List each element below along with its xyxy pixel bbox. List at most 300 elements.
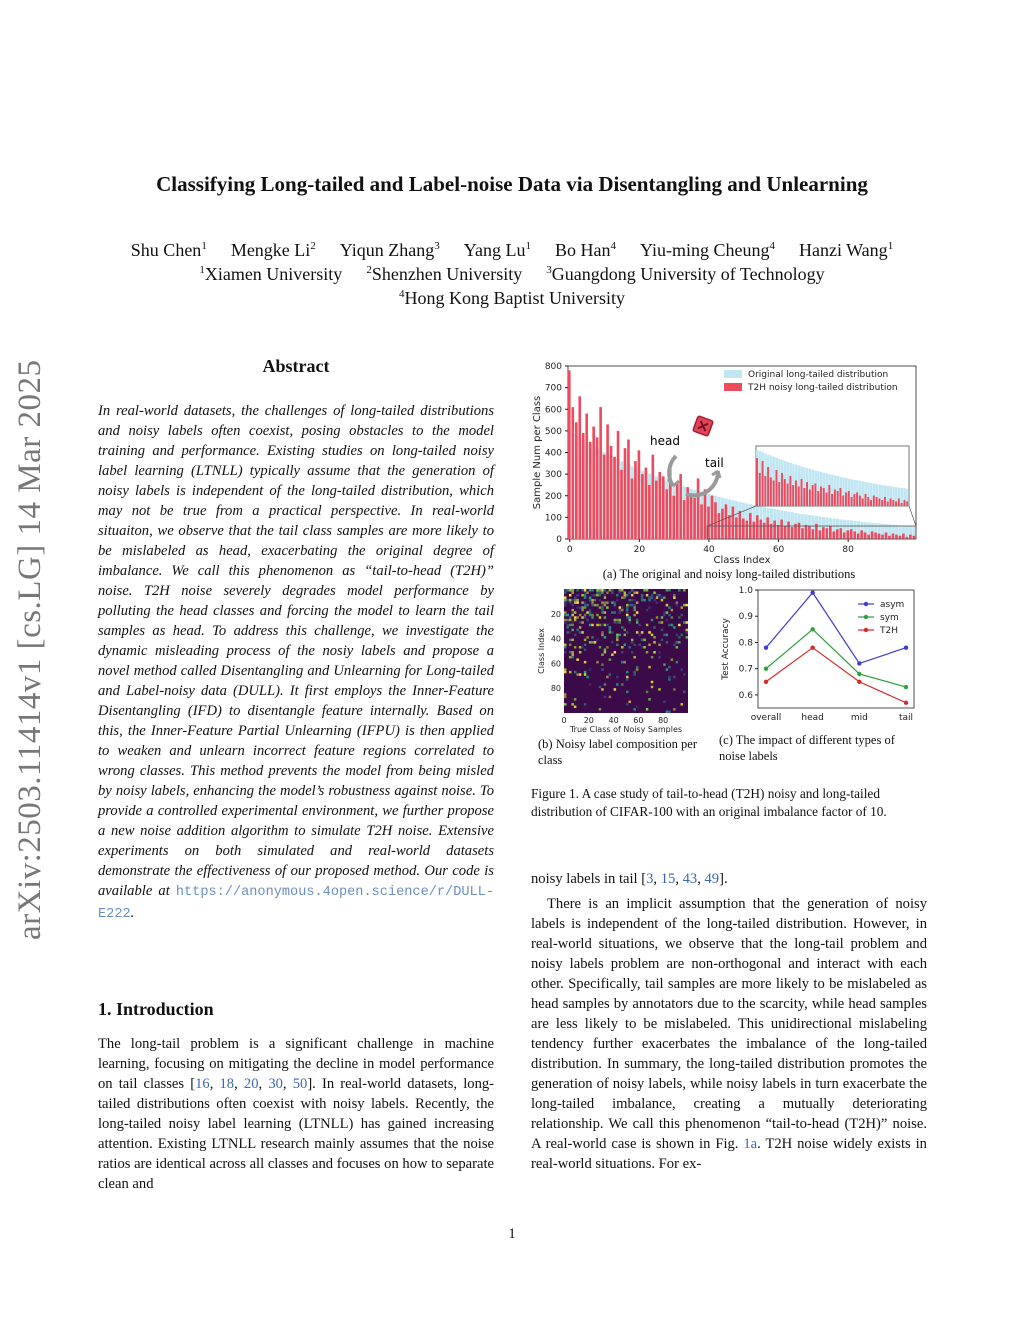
bar-noisy <box>652 455 655 539</box>
heatmap-cell <box>584 644 586 646</box>
heatmap-cell <box>601 606 603 608</box>
heatmap-cell <box>658 656 660 658</box>
heatmap-cell <box>604 601 606 603</box>
bar-noisy <box>575 422 578 539</box>
citation-link[interactable]: 15 <box>660 871 676 887</box>
bar-noisy <box>721 509 724 539</box>
heatmap-cell <box>584 614 586 616</box>
series-point <box>904 685 908 689</box>
heatmap-cell <box>599 686 601 688</box>
heatmap-cell <box>668 678 670 680</box>
inset-bar-noisy <box>845 493 847 507</box>
series-point <box>857 680 861 684</box>
heatmap-cell <box>626 604 628 606</box>
heatmap-cell <box>566 619 568 621</box>
heatmap-cell <box>604 636 606 638</box>
citation-link[interactable]: 30 <box>268 1076 283 1092</box>
heatmap-cell <box>611 611 613 613</box>
heatmap-cell <box>571 604 573 606</box>
bar-noisy <box>739 511 742 539</box>
bar-noisy <box>606 424 609 539</box>
citation-link[interactable]: 16 <box>195 1076 210 1092</box>
tick-label: 80 <box>550 684 561 694</box>
heatmap-cell <box>604 611 606 613</box>
heatmap-cell <box>668 624 670 626</box>
code-link[interactable]: https://anonymous.4open.science/r/DULL-E222 <box>98 885 494 922</box>
bar-noisy <box>624 448 627 539</box>
tick-label: 100 <box>544 513 562 524</box>
heatmap-cell <box>683 621 685 623</box>
heatmap-cell <box>601 668 603 670</box>
heatmap-cell <box>584 601 586 603</box>
heatmap-cell <box>641 639 643 641</box>
fig-ref-link[interactable]: 1a <box>743 1136 758 1152</box>
heatmap-cell <box>614 619 616 621</box>
series-point <box>810 645 814 649</box>
heatmap-cell <box>671 609 673 611</box>
heatmap-cell <box>636 611 638 613</box>
heatmap-cell <box>673 626 675 628</box>
heatmap-cell <box>579 651 581 653</box>
heatmap-cell <box>636 706 638 708</box>
bar-noisy <box>885 533 888 539</box>
heatmap-cell <box>621 626 623 628</box>
heatmap-cell <box>641 631 643 633</box>
heatmap-cell <box>678 589 680 591</box>
author-name: Yang Lu$^1$ <box>463 240 531 260</box>
heatmap-cell <box>599 589 601 591</box>
heatmap-cell <box>663 701 665 703</box>
heatmap-cell <box>673 688 675 690</box>
series-point <box>904 645 908 649</box>
tick-label: 300 <box>544 470 562 481</box>
affiliation: $^2$Shenzhen University <box>366 264 523 284</box>
affiliations-line-2 <box>0 288 1024 309</box>
heatmap-cell <box>648 631 650 633</box>
intro-p1-b: ]. In real-world datasets, long-tailed distributions often coexist with noisy labels. Recently, the long-tailed noisy label learning (LTNLL) has gained increasing attention. Existing LTNLL research mainly assumes that the noise ratios are identical across all classes and focuses on how to separate clean and <box>98 1076 495 1192</box>
heatmap-cell <box>576 594 578 596</box>
legend-entry: T2H noisy long-tailed distribution <box>748 383 898 393</box>
series-point <box>810 590 814 594</box>
fig1b-caption: (b) Noisy label composition per class <box>538 737 697 767</box>
tick-label: 200 <box>544 491 562 502</box>
heatmap-cell <box>591 641 593 643</box>
inset-bar-noisy <box>895 502 897 507</box>
bar-noisy <box>683 500 686 539</box>
heatmap-cell <box>614 621 616 623</box>
heatmap-cell <box>589 624 591 626</box>
legend-marker <box>864 602 868 606</box>
heatmap-cell <box>656 594 658 596</box>
heatmap-cell <box>633 599 635 601</box>
heatmap-cell <box>616 619 618 621</box>
heatmap-cell <box>633 708 635 710</box>
bar-noisy <box>592 427 595 539</box>
heatmap-cell <box>606 624 608 626</box>
heatmap-cell <box>601 591 603 593</box>
heatmap-cell <box>619 589 621 591</box>
heatmap-cell <box>676 641 678 643</box>
fig1a-legend <box>724 370 898 393</box>
bar-noisy <box>878 534 881 539</box>
inset-bar-noisy <box>884 497 886 506</box>
heatmap-cell <box>601 601 603 603</box>
heatmap-cell <box>596 591 598 593</box>
heatmap-cell <box>586 619 588 621</box>
heatmap-cell <box>564 619 566 621</box>
heatmap-cell <box>626 678 628 680</box>
heatmap-cell <box>636 601 638 603</box>
heatmap-cell <box>631 604 633 606</box>
heatmap-cell <box>633 614 635 616</box>
heatmap-cell <box>671 624 673 626</box>
inset-bar-noisy <box>759 473 761 506</box>
inset-bar-noisy <box>898 499 900 507</box>
heatmap-cell <box>606 646 608 648</box>
inset-bar-noisy <box>756 458 758 506</box>
heatmap-cell <box>636 631 638 633</box>
heatmap-cell <box>666 619 668 621</box>
heatmap-cell <box>609 696 611 698</box>
inset-bar-noisy <box>856 493 858 507</box>
inset-bar-noisy <box>778 482 780 506</box>
bar-noisy <box>822 527 825 539</box>
bar-noisy <box>655 481 658 539</box>
heatmap-cell <box>624 644 626 646</box>
bar-noisy <box>846 530 849 539</box>
heatmap-cell <box>589 599 591 601</box>
legend-entry: Original long-tailed distribution <box>748 370 889 380</box>
bar-noisy <box>819 530 822 539</box>
heatmap-cell <box>601 663 603 665</box>
heatmap-cell <box>628 604 630 606</box>
fig1b-heatmap <box>534 584 714 734</box>
bar-noisy <box>798 523 801 539</box>
legend-marker <box>864 628 868 632</box>
citation-link[interactable]: 43 <box>682 871 698 887</box>
author-name: Mengke Li$^2$ <box>230 240 316 260</box>
bar-noisy <box>589 442 592 539</box>
heatmap-cell <box>658 651 660 653</box>
heatmap-cell <box>643 589 645 591</box>
tick-label: 0.6 <box>738 690 753 701</box>
heatmap-cell <box>666 611 668 613</box>
bar-noisy <box>892 534 895 539</box>
inset-bar-noisy <box>842 496 844 507</box>
heatmap-cell <box>668 666 670 668</box>
inset-bar-noisy <box>853 494 855 506</box>
cont-a: noisy labels in tail [ <box>531 871 647 887</box>
inset-bar-noisy <box>901 503 903 506</box>
heatmap-cell <box>606 606 608 608</box>
heatmap-cell <box>564 671 566 673</box>
bar-noisy <box>582 433 585 539</box>
heatmap-cell <box>624 634 626 636</box>
heatmap-cell <box>646 708 648 710</box>
heatmap-cell <box>564 668 566 670</box>
heatmap-cell <box>686 604 688 606</box>
heatmap-cell <box>564 621 566 623</box>
heatmap-cell <box>673 596 675 598</box>
heatmap-cell <box>676 646 678 648</box>
heatmap-cell <box>584 591 586 593</box>
head-label: head <box>650 434 680 448</box>
bar-noisy <box>613 457 616 539</box>
heatmap-cell <box>628 616 630 618</box>
tick-label: 60 <box>633 716 644 725</box>
p2-end: . T2H noise widely exists in real-world situations. For ex- <box>531 1136 927 1172</box>
heatmap-cell <box>666 604 668 606</box>
heatmap-cell <box>666 668 668 670</box>
heatmap-cell <box>656 596 658 598</box>
heatmap-cell <box>584 594 586 596</box>
series-point <box>857 661 861 665</box>
heatmap-cell <box>569 599 571 601</box>
heatmap-cell <box>626 609 628 611</box>
heatmap-cell <box>636 668 638 670</box>
heatmap-cell <box>628 599 630 601</box>
heatmap-cell <box>686 636 688 638</box>
heatmap-cell <box>621 589 623 591</box>
heatmap-cell <box>673 708 675 710</box>
tick-label: 0.9 <box>738 612 753 623</box>
tick-label: 0 <box>556 535 562 545</box>
heatmap-cell <box>571 639 573 641</box>
bar-noisy <box>714 502 717 539</box>
heatmap-cell <box>653 636 655 638</box>
heatmap-cell <box>626 691 628 693</box>
heatmap-cell <box>609 673 611 675</box>
heatmap-cell <box>653 651 655 653</box>
heatmap-cell <box>584 639 586 641</box>
heatmap-cell <box>631 594 633 596</box>
inset-bar-noisy <box>789 476 791 506</box>
heatmap-cell <box>594 641 596 643</box>
inset-bar-noisy <box>906 502 908 507</box>
fig1c-chart <box>718 582 923 730</box>
heatmap-cell <box>601 609 603 611</box>
heatmap-cell <box>604 683 606 685</box>
heatmap-cell <box>633 606 635 608</box>
heatmap-cell <box>596 661 598 663</box>
heatmap-cell <box>626 676 628 678</box>
heatmap-cell <box>569 601 571 603</box>
heatmap-cell <box>663 611 665 613</box>
inset-bar-noisy <box>798 487 800 507</box>
heatmap-cell <box>576 673 578 675</box>
heatmap-cell <box>633 609 635 611</box>
heatmap-cell <box>564 591 566 593</box>
heatmap-cell <box>574 616 576 618</box>
abstract-heading: Abstract <box>262 356 330 376</box>
heatmap-cell <box>581 631 583 633</box>
heatmap-cell <box>624 591 626 593</box>
tick-label: 800 <box>544 362 562 372</box>
heatmap-cell <box>626 606 628 608</box>
x-axis-label: Class Index <box>713 555 771 566</box>
intro-p1-a: The long-tail problem is a significant challenge in machine learning, focusing on mitigating the decline in model performance on tail classes [ <box>98 1036 494 1092</box>
heatmap-cell <box>621 683 623 685</box>
heatmap-cell <box>668 614 670 616</box>
heatmap-cell <box>628 619 630 621</box>
bar-noisy <box>568 370 571 539</box>
heatmap-cell <box>614 651 616 653</box>
heatmap-cell <box>586 611 588 613</box>
bar-noisy <box>634 461 637 539</box>
bar-noisy <box>881 535 884 539</box>
category-label: overall <box>750 713 782 723</box>
bar-noisy <box>913 536 916 539</box>
inset-bar-noisy <box>878 499 880 507</box>
heatmap-cell <box>636 591 638 593</box>
heatmap-cell <box>564 693 566 695</box>
heatmap-cell <box>584 604 586 606</box>
page-number: 1 <box>508 1226 516 1242</box>
bar-noisy <box>725 504 728 539</box>
heatmap-cell <box>614 688 616 690</box>
heatmap-cell <box>678 636 680 638</box>
bar-noisy <box>773 521 776 539</box>
heatmap-cell <box>686 631 688 633</box>
inset-bar-noisy <box>764 476 766 506</box>
heatmap-cell <box>564 599 566 601</box>
heatmap-cell <box>589 589 591 591</box>
inset-bar-noisy <box>820 487 822 507</box>
heatmap-cell <box>604 624 606 626</box>
citation-link[interactable]: 3 <box>646 871 654 887</box>
heatmap-cell <box>641 594 643 596</box>
heatmap-cell <box>564 614 566 616</box>
bar-noisy <box>832 531 835 539</box>
bar-noisy <box>700 504 703 539</box>
heatmap-cell <box>624 594 626 596</box>
inset-bar-noisy <box>784 479 786 506</box>
heatmap-cell <box>678 624 680 626</box>
legend-entry: asym <box>880 600 905 610</box>
heatmap-cell <box>579 673 581 675</box>
heatmap-cell <box>584 596 586 598</box>
bar-noisy <box>648 485 651 539</box>
heatmap-cell <box>574 599 576 601</box>
heatmap-cell <box>591 604 593 606</box>
series-point <box>764 680 768 684</box>
heatmap-cell <box>651 594 653 596</box>
heatmap-cell <box>569 616 571 618</box>
inset-bar-noisy <box>837 491 839 506</box>
bar-noisy <box>857 534 860 539</box>
heatmap-cell <box>646 624 648 626</box>
heatmap-cell <box>681 614 683 616</box>
heatmap-cell <box>604 589 606 591</box>
heatmap-cell <box>574 646 576 648</box>
heatmap-cell <box>579 626 581 628</box>
citation-link[interactable]: 49 <box>704 871 720 887</box>
heatmap-cell <box>609 658 611 660</box>
inset-bar-noisy <box>801 479 803 506</box>
heatmap-cell <box>638 644 640 646</box>
heatmap-cell <box>643 639 645 641</box>
heatmap-cell <box>626 611 628 613</box>
bar-noisy <box>641 474 644 539</box>
heatmap-cell <box>599 606 601 608</box>
heatmap-cell <box>638 624 640 626</box>
heatmap-cell <box>584 661 586 663</box>
heatmap-cell <box>604 696 606 698</box>
heatmap-cell <box>589 668 591 670</box>
citation-link[interactable]: 18 <box>219 1076 235 1092</box>
heatmap-cell <box>581 621 583 623</box>
heatmap-cell <box>616 594 618 596</box>
heatmap-cell <box>599 708 601 710</box>
heatmap-cell <box>604 594 606 596</box>
heatmap-cell <box>589 611 591 613</box>
heatmap-cell <box>663 663 665 665</box>
heatmap-cell <box>596 604 598 606</box>
heatmap-cell <box>658 594 660 596</box>
heatmap-cell <box>591 589 593 591</box>
citation-link[interactable]: 20 <box>243 1076 259 1092</box>
heatmap-cell <box>571 624 573 626</box>
tick-label: 700 <box>544 383 562 394</box>
heatmap-cell <box>609 629 611 631</box>
heatmap-cell <box>648 596 650 598</box>
heatmap-cell <box>564 604 566 606</box>
tick-label: 0 <box>566 545 573 555</box>
heatmap-cell <box>601 624 603 626</box>
bar-noisy <box>874 533 877 539</box>
heatmap-cell <box>646 594 648 596</box>
heatmap-cell <box>631 639 633 641</box>
heatmap-cell <box>633 591 635 593</box>
heatmap-cell <box>571 599 573 601</box>
heatmap-cell <box>621 661 623 663</box>
heatmap-cell <box>621 606 623 608</box>
heatmap-cell <box>574 698 576 700</box>
heatmap-cell <box>683 691 685 693</box>
inset-bar-noisy <box>903 500 905 506</box>
bar-noisy <box>745 521 748 539</box>
inset-bar-noisy <box>826 493 828 507</box>
heatmap-cell <box>643 599 645 601</box>
heatmap-cell <box>651 596 653 598</box>
legend-swatch <box>724 383 742 391</box>
heatmap-cell <box>599 646 601 648</box>
affiliation: $^1$Xiamen University <box>199 264 343 284</box>
heatmap-cell <box>571 629 573 631</box>
heatmap-cell <box>651 634 653 636</box>
heatmap-cell <box>569 624 571 626</box>
heatmap-cell <box>638 634 640 636</box>
heatmap-cell <box>601 634 603 636</box>
tail-label: tail <box>705 456 724 470</box>
heatmap-cell <box>616 634 618 636</box>
heatmap-cell <box>671 658 673 660</box>
inset-bar-noisy <box>814 484 816 507</box>
p2-text: There is an implicit assumption that the generation of noisy labels is independent of the long-tailed distribution. However, in real-world situations, we observe that the long-tail problem and noisy labels problem are non-orthogonal and interact with each other. Specifically, tail samples are more likely to be mislabeled as head samples by annotators due to the scarcity, while head samples are less likely to be mislabeled. This unidirectional mislabeling tendency further exacerbates the imbalance of the long-tailed distribution. In summary, the long-tailed distribution promotes the generation of noisy labels, while noisy labels in turn exacerbate the long-tailed imbalance, creating a mutually deteriorating relationship. We call this phenomenon “tail-to-head (T2H)” noise. A real-world case is shown in Fig. <box>531 896 927 1152</box>
heatmap-cell <box>633 673 635 675</box>
heatmap-cell <box>666 711 668 713</box>
heatmap-cell <box>584 673 586 675</box>
heatmap-cell <box>651 656 653 658</box>
heatmap-cell <box>641 596 643 598</box>
citation-link[interactable]: 50 <box>292 1076 308 1092</box>
heatmap-cell <box>564 601 566 603</box>
zoom-line <box>909 506 916 526</box>
heatmap-cell <box>604 649 606 651</box>
heatmap-cell <box>663 634 665 636</box>
heatmap-cell <box>564 596 566 598</box>
tick-label: 40 <box>550 634 561 644</box>
